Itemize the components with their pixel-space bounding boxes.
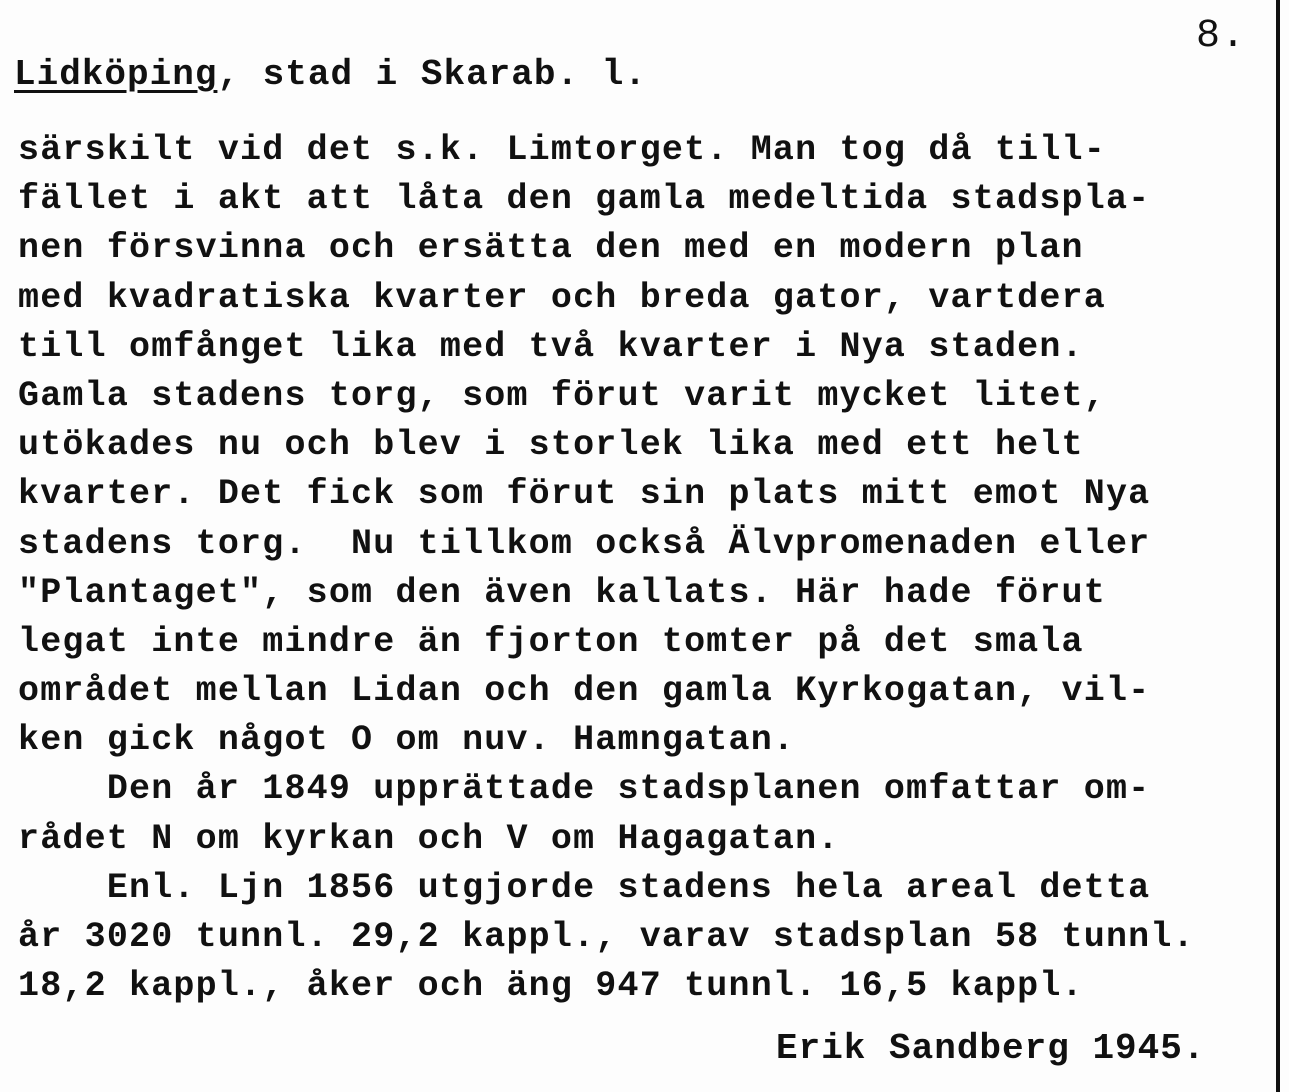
- page-heading: [14, 54, 647, 95]
- text-line: kvarter. Det fick som förut sin plats mitt emot Nya: [18, 474, 1151, 515]
- text-line: ken gick något O om nuv. Hamngatan.: [18, 720, 796, 761]
- text-line: rådet N om kyrkan och V om Hagagatan.: [18, 818, 840, 859]
- text-line: legat inte mindre än fjorton tomter på det smala: [18, 621, 1084, 662]
- text-line: Gamla stadens torg, som förut varit mycket litet,: [18, 375, 1106, 416]
- signature: Erik Sandberg 1945.: [776, 1028, 1206, 1069]
- text-line: "Plantaget", som den även kallats. Här hade förut: [18, 572, 1106, 613]
- heading-place-name: Lidköping: [14, 54, 218, 95]
- text-line: till omfånget lika med två kvarter i Nya staden.: [18, 326, 1084, 367]
- heading-rest: , stad i Skarab. l.: [217, 54, 647, 95]
- page-number: 8.: [1196, 14, 1247, 59]
- text-line: 18,2 kappl., åker och äng 947 tunnl. 16,5 kappl.: [18, 966, 1084, 1007]
- text-line: fället i akt att låta den gamla medeltida stadspla-: [18, 179, 1151, 220]
- text-line: Den år 1849 upprättade stadsplanen omfattar om-: [18, 769, 1151, 810]
- text-line: med kvadratiska kvarter och breda gator, vartdera: [18, 277, 1106, 318]
- text-line: nen försvinna och ersätta den med en modern plan: [18, 228, 1084, 269]
- text-line: stadens torg. Nu tillkom också Älvpromenaden eller: [18, 523, 1151, 564]
- text-line: utökades nu och blev i storlek lika med ett helt: [18, 425, 1084, 466]
- text-line: Enl. Ljn 1856 utgjorde stadens hela areal detta: [18, 867, 1151, 908]
- text-line: området mellan Lidan och den gamla Kyrkogatan, vil-: [18, 671, 1151, 712]
- body-text: [18, 126, 1280, 1011]
- text-line: år 3020 tunnl. 29,2 kappl., varav stadsplan 58 tunnl.: [18, 917, 1195, 957]
- text-line: särskilt vid det s.k. Limtorget. Man tog då till-: [18, 130, 1106, 170]
